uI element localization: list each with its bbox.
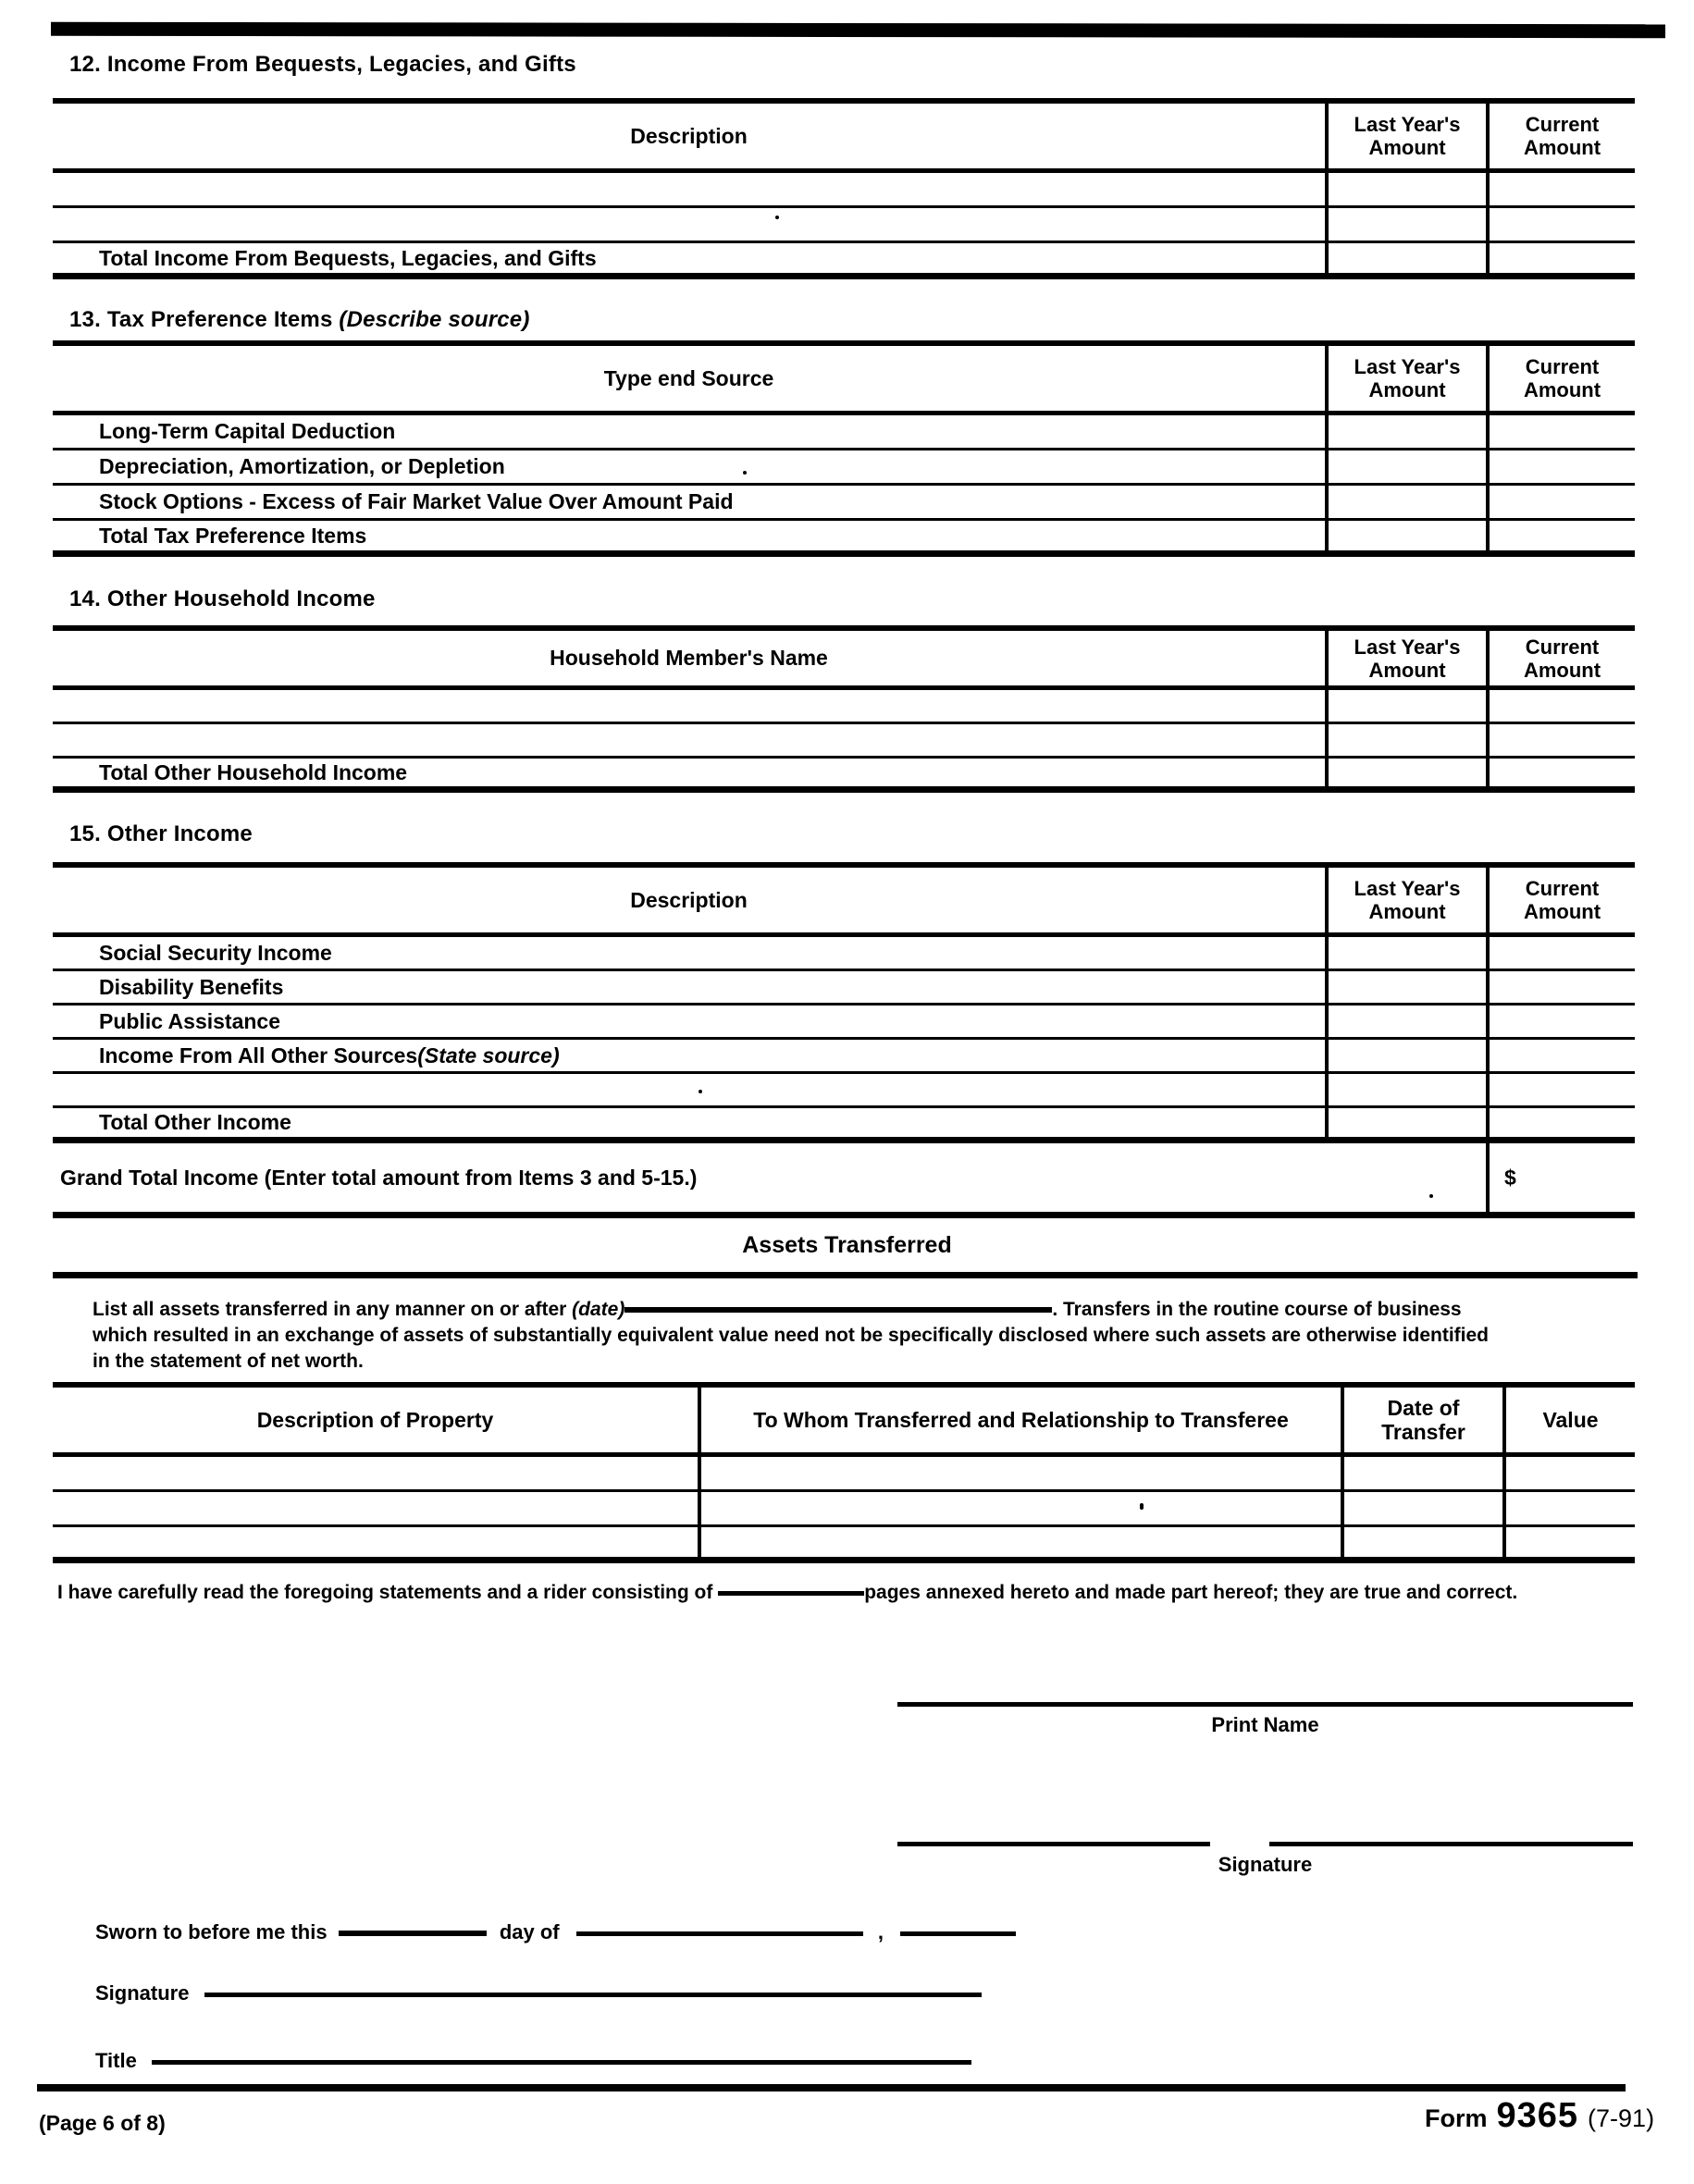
value-header: Value	[1502, 1388, 1635, 1452]
table-row	[53, 1006, 1635, 1040]
row-label: Stock Options - Excess of Fair Market Value Over Amount Paid	[99, 489, 734, 513]
total-row	[53, 521, 1635, 557]
last-year-amount-cell[interactable]	[1325, 1108, 1486, 1137]
section-14-heading: 14. Other Household Income	[69, 586, 376, 611]
transferee-cell[interactable]	[698, 1527, 1341, 1557]
transfer-date-cell[interactable]	[1341, 1457, 1502, 1489]
section-13-table	[53, 340, 1635, 557]
blank-row	[53, 208, 1635, 243]
description-cell[interactable]	[53, 173, 1325, 205]
description-cell[interactable]	[53, 208, 1325, 241]
scan-artifact	[743, 471, 747, 475]
current-amount-cell[interactable]	[1486, 450, 1635, 483]
dollar-sign: $	[1504, 1165, 1516, 1190]
last-year-amount-cell[interactable]	[1325, 450, 1486, 483]
current-amount-cell[interactable]	[1486, 1108, 1635, 1137]
form-identifier	[1425, 2096, 1654, 2136]
blank-row	[53, 173, 1635, 208]
transferee-cell[interactable]	[698, 1492, 1341, 1524]
last-year-amount-cell[interactable]	[1325, 971, 1486, 1003]
blank-row	[53, 1074, 1635, 1108]
last-year-amount-cell[interactable]	[1325, 759, 1486, 786]
name-cell[interactable]	[53, 724, 1325, 756]
sworn-statement: Sworn to before me this day of ,	[95, 1920, 1016, 1944]
current-amount-cell[interactable]	[1486, 971, 1635, 1003]
last-year-amount-cell[interactable]	[1325, 486, 1486, 518]
section-15-table	[53, 862, 1635, 1143]
notary-signature-label: Signature	[95, 1981, 190, 2005]
form-number: 9365	[1496, 2096, 1579, 2135]
last-year-amount-cell[interactable]	[1325, 690, 1486, 722]
blank-row	[53, 1527, 1635, 1563]
row-label: Public Assistance	[99, 1008, 281, 1033]
blank-row	[53, 1457, 1635, 1492]
date-label: (date)	[572, 1299, 625, 1320]
blank-row	[53, 690, 1635, 724]
total-row	[53, 759, 1635, 793]
property-cell[interactable]	[53, 1457, 698, 1489]
current-amount-cell[interactable]	[1486, 243, 1635, 273]
description-column-header: Description	[630, 123, 748, 148]
assets-section-divider	[53, 1272, 1638, 1278]
to-whom-transferred-header: To Whom Transferred and Relationship to Transferee	[698, 1388, 1341, 1452]
last-years-amount-header: Last Year's Amount	[1325, 104, 1486, 168]
table-row	[53, 486, 1635, 521]
property-cell[interactable]	[53, 1527, 698, 1557]
page-bottom-border	[37, 2084, 1626, 2091]
date-blank-line[interactable]	[624, 1307, 1052, 1313]
signature-line[interactable]	[1269, 1842, 1633, 1846]
grand-total-label: Grand Total Income (Enter total amount from Items 3 and 5-15.)	[60, 1165, 698, 1190]
transfer-date-cell[interactable]	[1341, 1492, 1502, 1524]
current-amount-cell[interactable]	[1486, 173, 1635, 205]
last-year-amount-cell[interactable]	[1325, 173, 1486, 205]
last-year-amount-cell[interactable]	[1325, 937, 1486, 969]
current-amount-cell[interactable]	[1486, 486, 1635, 518]
household-member-column-header: Household Member's Name	[550, 646, 828, 670]
last-year-amount-cell[interactable]	[1325, 243, 1486, 273]
assets-intro-paragraph: List all assets transferred in any manner on or after (date) . Transfers in the routine course of business which resulted in an exchange of assets of substantially equivalent value need not be specifically disclosed where such assets are otherwise identified in the statement of net worth.	[93, 1299, 1489, 1372]
current-amount-header: Current Amount	[1486, 868, 1635, 932]
section-12-table	[53, 98, 1635, 279]
last-years-amount-header: Last Year's Amount	[1325, 868, 1486, 932]
transferee-cell[interactable]	[698, 1457, 1341, 1489]
last-year-amount-cell[interactable]	[1325, 1006, 1486, 1037]
value-cell[interactable]	[1502, 1457, 1635, 1489]
title-label: Title	[95, 2049, 137, 2072]
total-row-label: Total Other Income	[99, 1110, 291, 1134]
page-top-border	[51, 22, 1665, 38]
current-amount-cell[interactable]	[1486, 1074, 1635, 1105]
section-15-heading: 15. Other Income	[69, 821, 253, 846]
affirmation-statement: I have carefully read the foregoing statements and a rider consisting of pages annexed hereto and made part hereof; they are true and correct.	[57, 1582, 1518, 1603]
current-amount-cell[interactable]	[1486, 415, 1635, 448]
total-row	[53, 243, 1635, 279]
table-row	[53, 415, 1635, 450]
table-header-row	[53, 631, 1635, 690]
page-number: (Page 6 of 8)	[39, 2111, 166, 2135]
value-cell[interactable]	[1502, 1492, 1635, 1524]
total-row-label: Total Other Household Income	[99, 759, 408, 784]
current-amount-cell[interactable]	[1486, 521, 1635, 550]
row-label: Income From All Other Sources (State source)	[99, 1043, 560, 1067]
current-amount-header: Current Amount	[1486, 631, 1635, 685]
current-amount-cell[interactable]	[1486, 208, 1635, 241]
value-cell[interactable]	[1502, 1527, 1635, 1557]
last-year-amount-cell[interactable]	[1325, 208, 1486, 241]
row-label: Long-Term Capital Deduction	[99, 419, 396, 443]
current-amount-cell[interactable]	[1486, 1006, 1635, 1037]
print-name-line[interactable]	[897, 1702, 1633, 1707]
scan-artifact	[699, 1090, 702, 1093]
type-and-source-column-header: Type end Source	[603, 365, 774, 390]
table-row	[53, 971, 1635, 1006]
section-14-table	[53, 625, 1635, 793]
notary-signature-row	[95, 1981, 982, 2005]
description-column-header: Description	[630, 887, 748, 912]
sworn-year-blank[interactable]	[900, 1931, 1016, 1936]
last-years-amount-header: Last Year's Amount	[1325, 631, 1486, 685]
section-12-heading: 12. Income From Bequests, Legacies, and Gifts	[69, 52, 576, 77]
grand-total-row	[53, 1143, 1635, 1218]
table-header-row	[53, 868, 1635, 937]
table-header-row	[53, 104, 1635, 173]
form-revision: (7-91)	[1588, 2104, 1655, 2132]
last-year-amount-cell[interactable]	[1325, 521, 1486, 550]
state-source-note: (State source)	[417, 1043, 560, 1067]
row-label: Depreciation, Amortization, or Depletion	[99, 454, 505, 478]
print-name-caption: Print Name	[1211, 1713, 1319, 1736]
pages-count-blank[interactable]	[718, 1591, 864, 1596]
section-13-heading: 13. Tax Preference Items (Describe source)	[69, 307, 530, 332]
blank-row	[53, 724, 1635, 759]
section-13-heading-note: (Describe source)	[339, 307, 530, 332]
description-of-property-header: Description of Property	[256, 1407, 494, 1432]
name-cell[interactable]	[53, 690, 1325, 722]
last-year-amount-cell[interactable]	[1325, 415, 1486, 448]
scan-artifact	[1429, 1194, 1433, 1198]
grand-total-amount-cell[interactable]	[1486, 1143, 1635, 1212]
current-amount-header: Current Amount	[1486, 104, 1635, 168]
assets-transferred-heading: Assets Transferred	[742, 1232, 952, 1258]
current-amount-cell[interactable]	[1486, 1040, 1635, 1071]
form-word: Form	[1425, 2104, 1488, 2132]
table-header-row	[53, 1388, 1635, 1457]
current-amount-cell[interactable]	[1486, 724, 1635, 756]
title-blank[interactable]	[152, 2060, 971, 2065]
sworn-month-blank[interactable]	[576, 1931, 863, 1936]
last-years-amount-header: Last Year's Amount	[1325, 346, 1486, 411]
row-label: Social Security Income	[99, 940, 332, 965]
row-label: Disability Benefits	[99, 974, 284, 999]
last-year-amount-cell[interactable]	[1325, 724, 1486, 756]
total-row	[53, 1108, 1635, 1143]
date-of-transfer-header: Date of Transfer	[1341, 1388, 1502, 1452]
notary-signature-blank[interactable]	[204, 1993, 982, 1997]
assets-transferred-table	[53, 1382, 1635, 1563]
table-row	[53, 450, 1635, 486]
current-amount-cell[interactable]	[1486, 937, 1635, 969]
blank-row	[53, 1492, 1635, 1527]
title-row	[95, 2049, 971, 2073]
total-row-label: Total Income From Bequests, Legacies, and Gifts	[99, 245, 597, 270]
description-cell[interactable]	[53, 1074, 1325, 1105]
table-row	[53, 1040, 1635, 1074]
table-header-row	[53, 346, 1635, 415]
table-row	[53, 937, 1635, 971]
total-row-label: Total Tax Preference Items	[99, 523, 367, 548]
property-cell[interactable]	[53, 1492, 698, 1524]
last-year-amount-cell[interactable]	[1325, 1040, 1486, 1071]
last-year-amount-cell[interactable]	[1325, 1074, 1486, 1105]
scan-artifact	[1140, 1503, 1144, 1510]
current-amount-cell[interactable]	[1486, 759, 1635, 786]
transfer-date-cell[interactable]	[1341, 1527, 1502, 1557]
scan-artifact	[775, 216, 779, 219]
current-amount-cell[interactable]	[1486, 690, 1635, 722]
sworn-day-number-blank[interactable]	[339, 1931, 487, 1936]
signature-caption: Signature	[1218, 1853, 1313, 1876]
signature-line[interactable]	[897, 1842, 1210, 1846]
current-amount-header: Current Amount	[1486, 346, 1635, 411]
